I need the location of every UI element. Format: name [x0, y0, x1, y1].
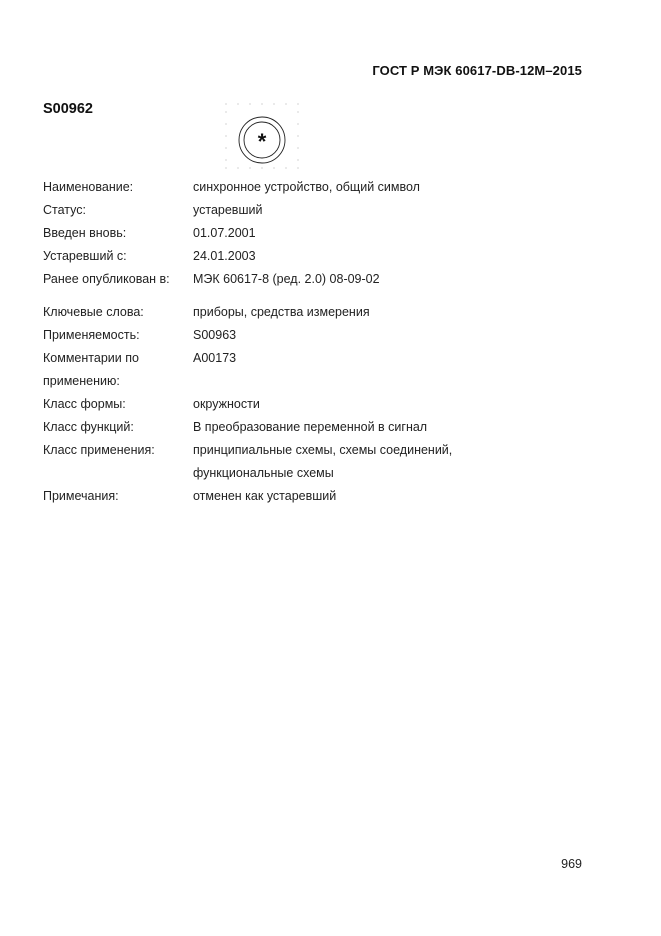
property-value: принципиальные схемы, схемы соединений,	[193, 443, 453, 457]
property-value: окружности	[193, 397, 260, 411]
property-value: S00963	[193, 328, 237, 342]
property-value: 01.07.2001	[193, 226, 256, 240]
property-row-application-class	[43, 439, 583, 462]
property-label: Ранее опубликован в:	[43, 272, 170, 286]
property-row-name	[43, 176, 583, 199]
property-row-introduced	[43, 222, 583, 245]
symbol-code: S00962	[43, 101, 93, 117]
property-row-function-class	[43, 416, 583, 439]
property-row-application-notes-cont	[43, 370, 583, 393]
property-label: Наименование:	[43, 180, 134, 194]
standard-designation: ГОСТ Р МЭК 60617-DB-12M–2015	[372, 63, 582, 78]
properties-list	[43, 176, 583, 508]
property-label	[43, 462, 193, 485]
property-value: синхронное устройство, общий символ	[193, 180, 420, 194]
property-value: В преобразование переменной в сигнал	[193, 420, 428, 434]
property-label: Применяемость:	[43, 328, 140, 342]
synchronous-device-symbol-icon	[224, 102, 302, 172]
property-row-notes	[43, 485, 583, 508]
property-value: отменен как устаревший	[193, 489, 337, 503]
property-value: A00173	[193, 351, 237, 365]
property-row-applicability	[43, 324, 583, 347]
property-label: Устаревший с:	[43, 249, 127, 263]
property-label: Ключевые слова:	[43, 305, 144, 319]
property-label: Класс функций:	[43, 420, 134, 434]
property-label: Примечания:	[43, 489, 119, 503]
property-label: Комментарии по	[43, 351, 139, 365]
asterisk-glyph: *	[257, 129, 267, 154]
property-label: Класс формы:	[43, 397, 126, 411]
property-value: функциональные схемы	[193, 466, 334, 480]
property-row-application-notes	[43, 347, 583, 370]
property-value: устаревший	[193, 203, 263, 217]
property-label: Введен вновь:	[43, 226, 127, 240]
property-row-shape-class	[43, 393, 583, 416]
property-row-previously-published	[43, 268, 583, 291]
property-value	[193, 370, 583, 393]
symbol-figure	[224, 102, 302, 172]
page-number: 969	[561, 857, 582, 871]
property-row-keywords	[43, 301, 583, 324]
group-divider	[43, 291, 583, 301]
property-label: Статус:	[43, 203, 86, 217]
property-label: применению:	[43, 374, 120, 388]
property-value: приборы, средства измерения	[193, 305, 370, 319]
property-label: Класс применения:	[43, 443, 155, 457]
property-row-obsolete-since	[43, 245, 583, 268]
property-row-status	[43, 199, 583, 222]
property-row-application-class-cont	[43, 462, 583, 485]
property-value: 24.01.2003	[193, 249, 256, 263]
property-value: МЭК 60617-8 (ред. 2.0) 08-09-02	[193, 272, 380, 286]
